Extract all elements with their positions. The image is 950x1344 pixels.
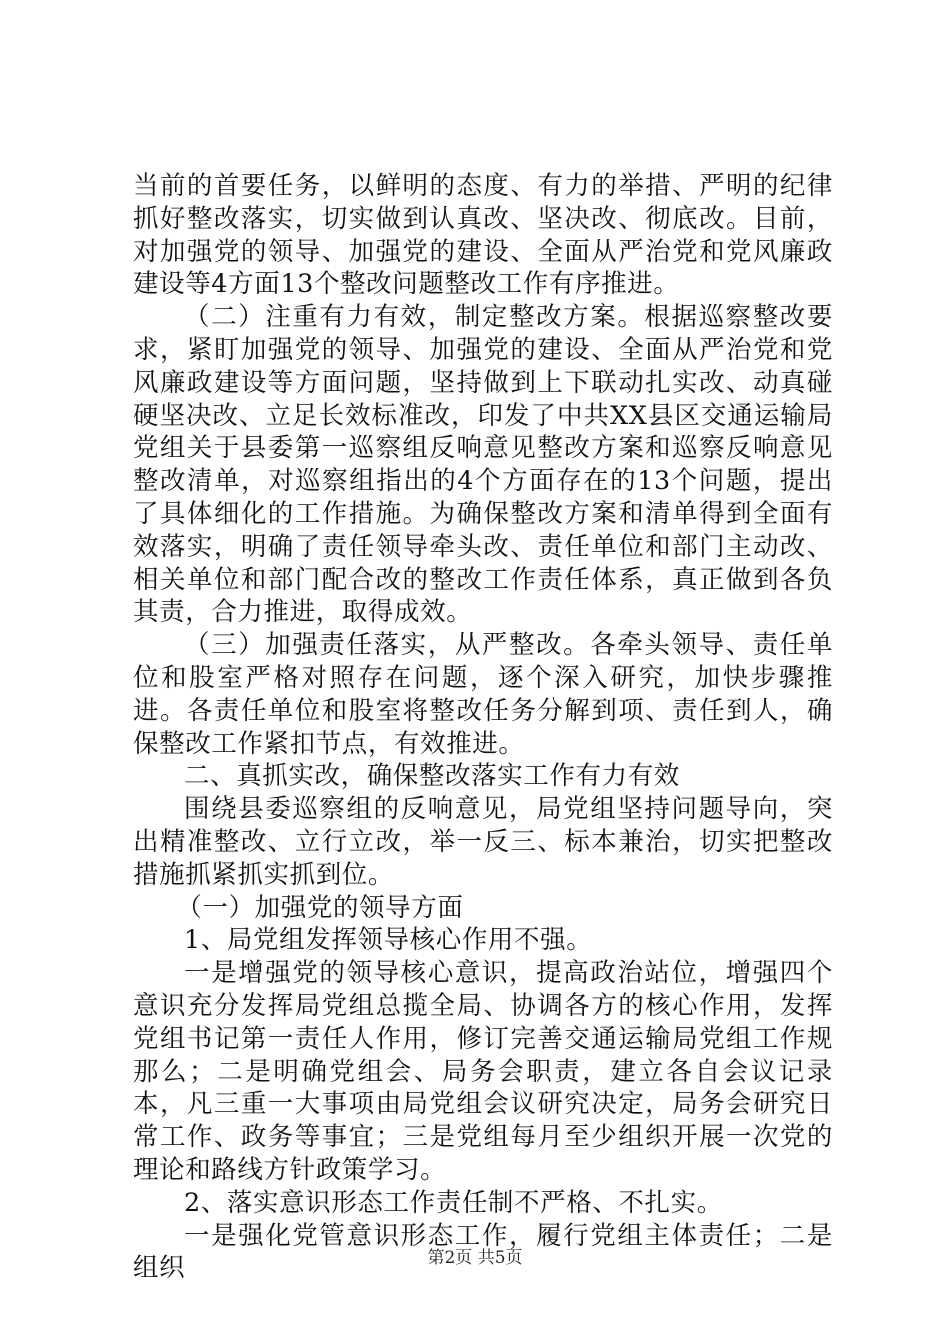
paragraph-item-two-measures: 一是强化党管意识形态工作，履行党组主体责任；二是组织 <box>133 1220 833 1284</box>
page-number-footer: 第2页 共5页 <box>427 1248 523 1268</box>
heading-party-leadership: （一）加强党的领导方面 <box>176 892 464 923</box>
paragraph-item-one-measures: 一是增强党的领导核心意识，提高政治站位，增强四个意识充分发挥局党组总揽全局、协调各方的核心作用，发挥党组书记第一责任人作用，修订完善交通运输局党组工作规那么；二是明确党组会、局务会职责，建立各自会议记录本，凡三重一大事项由局党组会议研究决定，局务会研究日常工作、政务等事宜；三是党组每月至少组织开展一次党的理论和路线方针政策学习。 <box>133 958 833 1185</box>
document-body <box>133 170 833 1285</box>
paragraph-section-two-plan: （二）注重有力有效，制定整改方案。根据巡察整改要求，紧盯加强党的领导、加强党的建设、全面从严治党和党风廉政建设等方面问题，坚持做到上下联动扎实改、动真碰硬坚决改、立足长效标准改，印发了中共XX县区交通运输局党组关于县委第一巡察组反响意见整改方案和巡察反响意见整改清单，对巡察组指出的4个方面存在的13个问题，提出了具体细化的工作措施。为确保整改方案和清单得到全面有效落实，明确了责任领导牵头改、责任单位和部门主动改、相关单位和部门配合改的整改工作责任体系，真正做到各负其责，合力推进，取得成效。 <box>133 302 833 628</box>
heading-item-two: 2、落实意识形态工作责任制不严格、不扎实。 <box>184 1187 723 1218</box>
paragraph-section-two-intro: 围绕县委巡察组的反响意见，局党组坚持问题导向，突出精准整改、立行立改，举一反三、标本兼治，切实把整改措施抓紧抓实抓到位。 <box>133 794 833 890</box>
heading-item-one: 1、局党组发挥领导核心作用不强。 <box>184 925 593 956</box>
heading-section-two: 二、真抓实改，确保整改落实工作有力有效 <box>184 761 680 792</box>
paragraph-section-three-responsibility: （三）加强责任落实，从严整改。各牵头领导、责任单位和股室严格对照存在问题，逐个深入研究，加快步骤推进。各责任单位和股室将整改任务分解到项、责任到人，确保整改工作紧扣节点，有效推进。 <box>133 630 833 759</box>
paragraph-continued-intro: 当前的首要任务，以鲜明的态度、有力的举措、严明的纪律抓好整改落实，切实做到认真改、坚决改、彻底改。目前，对加强党的领导、加强党的建设、全面从严治党和党风廉政建设等4方面13个整改问题整改工作有序推进。 <box>133 171 833 300</box>
